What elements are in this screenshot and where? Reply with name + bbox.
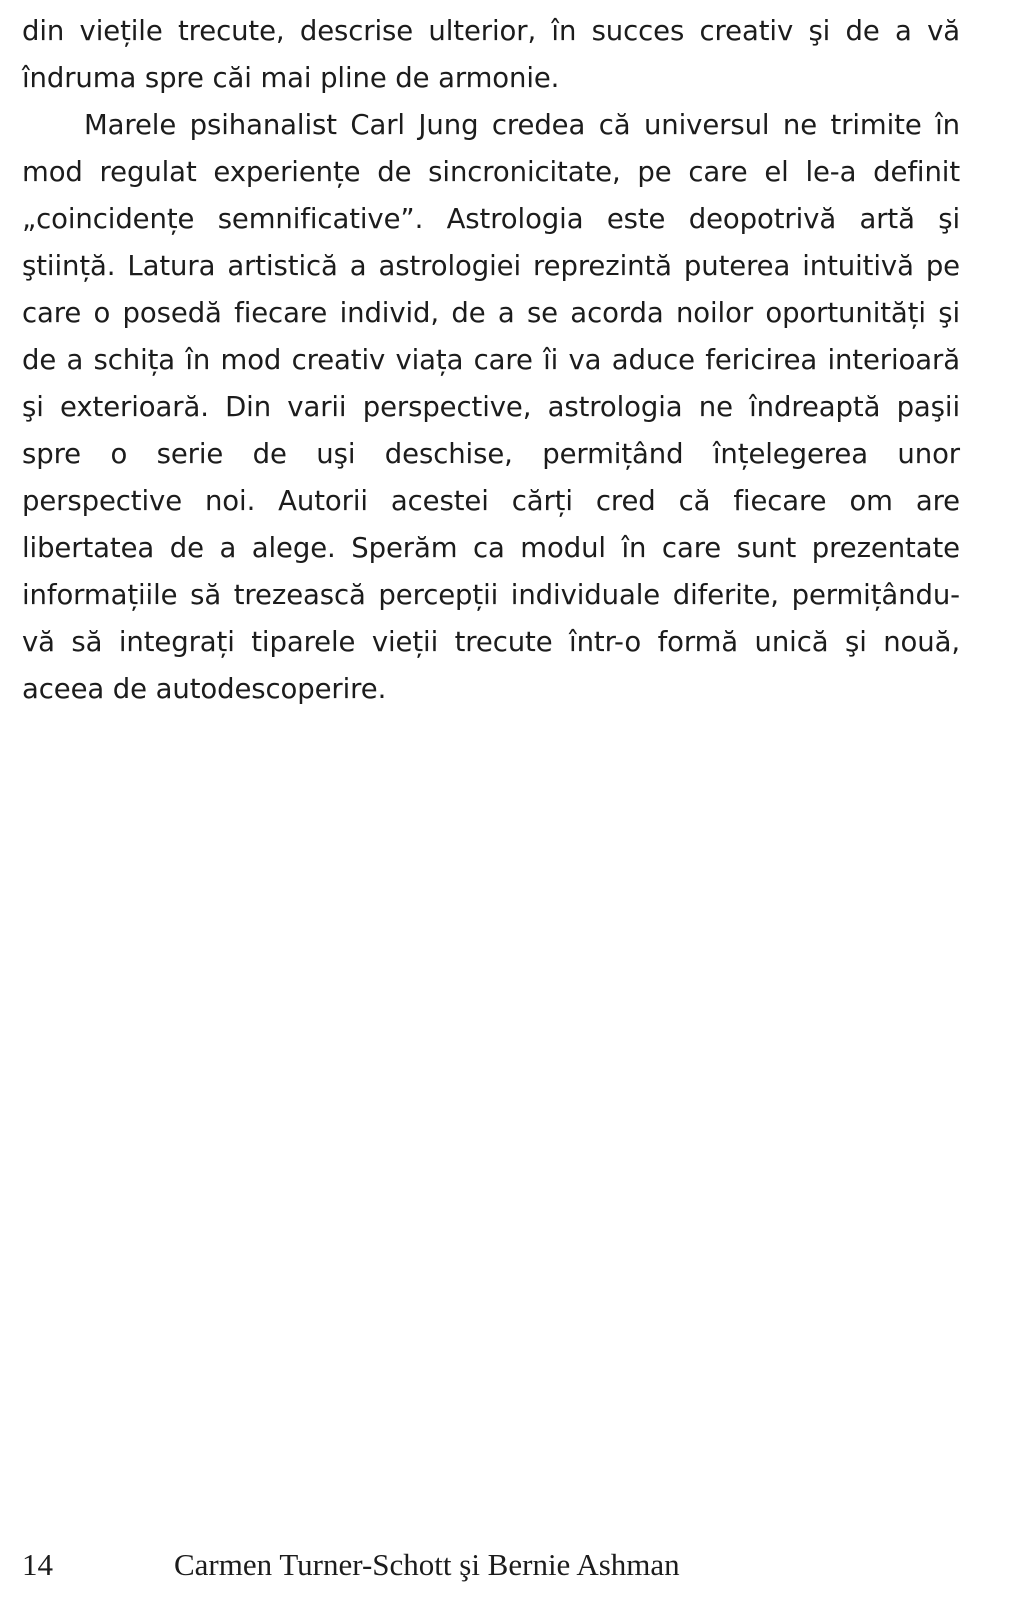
running-title: Carmen Turner-Schott şi Bernie Ashman <box>174 1547 680 1582</box>
paragraph-continued: din viețile trecute, descrise ulterior, în succes creativ şi de a vă îndruma spre căi mai pline de armonie. <box>22 15 960 94</box>
page-number: 14 <box>22 1547 53 1582</box>
page-body <box>22 8 960 713</box>
paragraph-jung: Marele psihanalist Carl Jung credea că universul ne trimite în mod regulat experiențe de sincronicitate, pe care el le-a definit „coincidențe semnificative”. Astrologia este deopotrivă artă şi ştiință. Latura artistică a astrologiei reprezintă puterea intuitivă pe care o posedă fiecare individ, de a se acorda noilor oportunități şi de a schița în mod creativ viața care îi va aduce fericirea interioară şi exterioară. Din varii perspective, astrologia ne îndreaptă paşii spre o serie de uşi deschise, permițând înțelegerea unor perspective noi. Autorii acestei cărți cred că fiecare om are libertatea de a alege. Sperăm ca modul în care sunt prezentate informațiile să trezească percepții individuale diferite, permițându-vă să integrați tiparele vieții trecute într-o formă unică şi nouă, aceea de autodescoperire. <box>22 109 960 705</box>
page-footer <box>22 1534 960 1580</box>
